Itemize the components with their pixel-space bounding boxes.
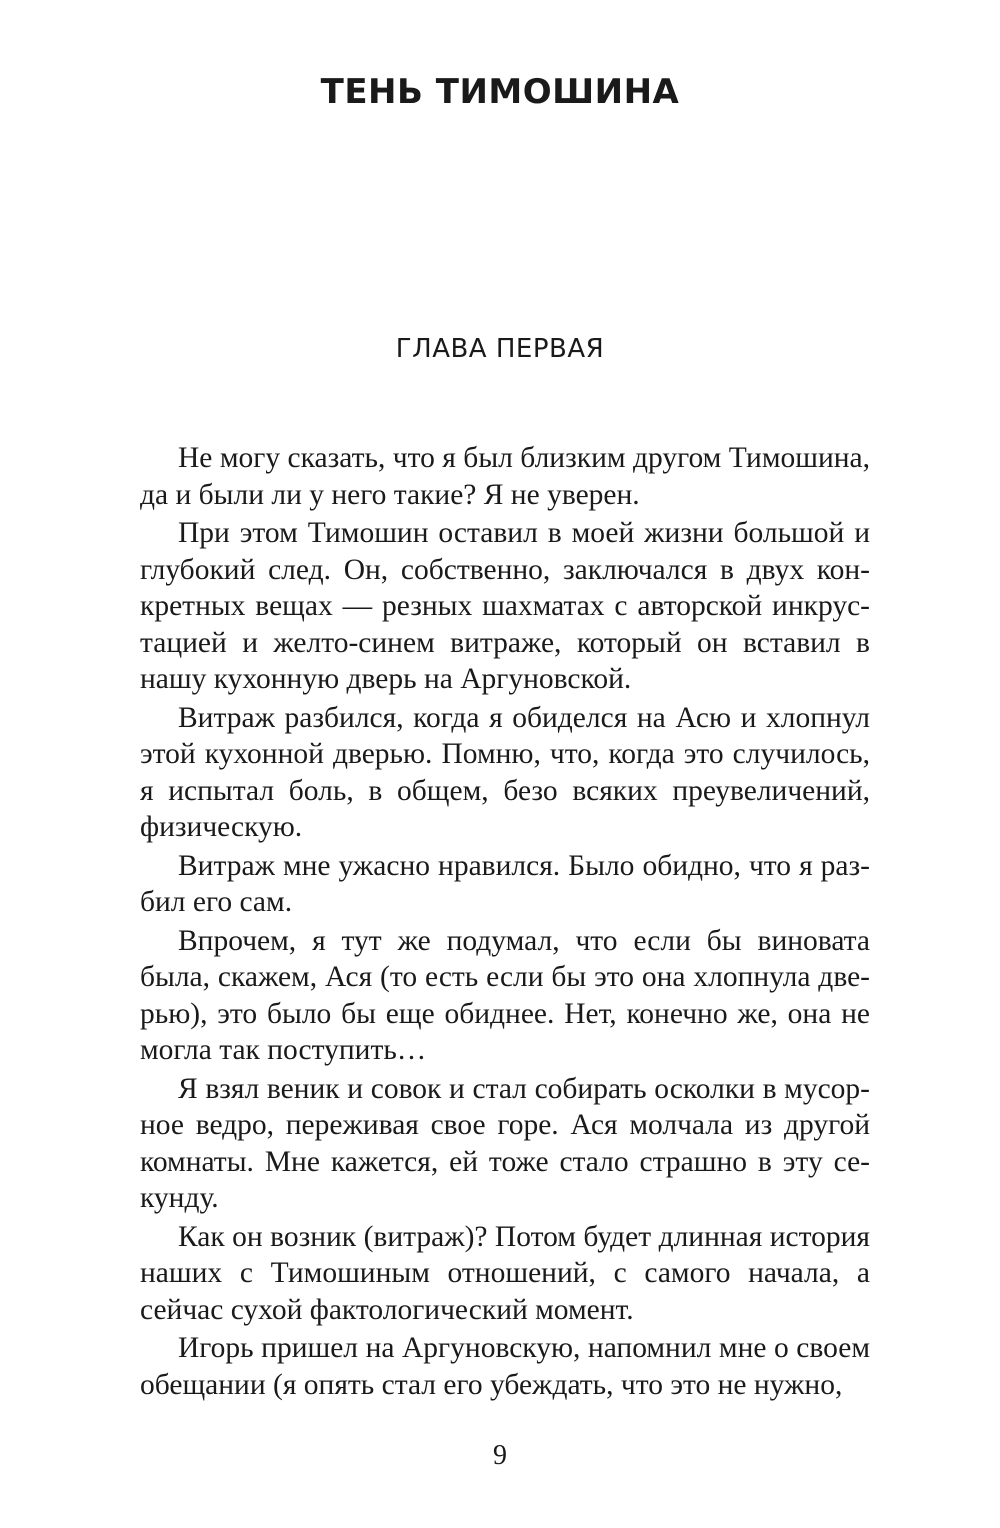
page-number: 9 [493,1440,507,1471]
paragraph: Витраж разбился, когда я обиделся на Асю и хлопнул этой кухонной дверью. Помню, что, когда это случилось, я испытал боль, в общем, безо всяких преувеличений, физическую. [140,701,870,843]
paragraph: Впрочем, я тут же подумал, что если бы виновата была, скажем, Ася (то есть если бы это она хлопнула дверью), это было бы еще обиднее. Нет, конечно же, она не могла так поступить… [140,924,870,1066]
body-text [140,440,870,1405]
paragraph: Как он возник (витраж)? Потом будет длинная история наших с Тимошиным отношений, с самого начала, а сейчас сухой фактологический момент. [140,1220,870,1326]
book-title: ТЕНЬ ТИМОШИНА [320,72,680,112]
paragraph: Игорь пришел на Аргуновскую, напомнил мне о своем обещании (я опять стал его убеждать, что это не нужно, [140,1332,870,1401]
paragraph: Я взял веник и совок и стал собирать осколки в мусорное ведро, переживая свое горе. Ася молчала из другой комнаты. Мне кажется, ей тоже стало страшно в эту секунду. [140,1072,870,1214]
paragraph: При этом Тимошин оставил в моей жизни большой и глубокий след. Он, собственно, заключался в двух конкретных вещах — резных шахматах с авторской инкрустацией и желто-синем витраже, который он вставил в нашу кухонную дверь на Аргуновской. [140,517,870,695]
paragraph: Не могу сказать, что я был близким другом Тимошина, да и были ли у него такие? Я не уверен. [140,442,870,511]
paragraph: Витраж мне ужасно нравился. Было обидно, что я разбил его сам. [140,849,870,918]
chapter-title: ГЛАВА ПЕРВАЯ [395,334,605,364]
